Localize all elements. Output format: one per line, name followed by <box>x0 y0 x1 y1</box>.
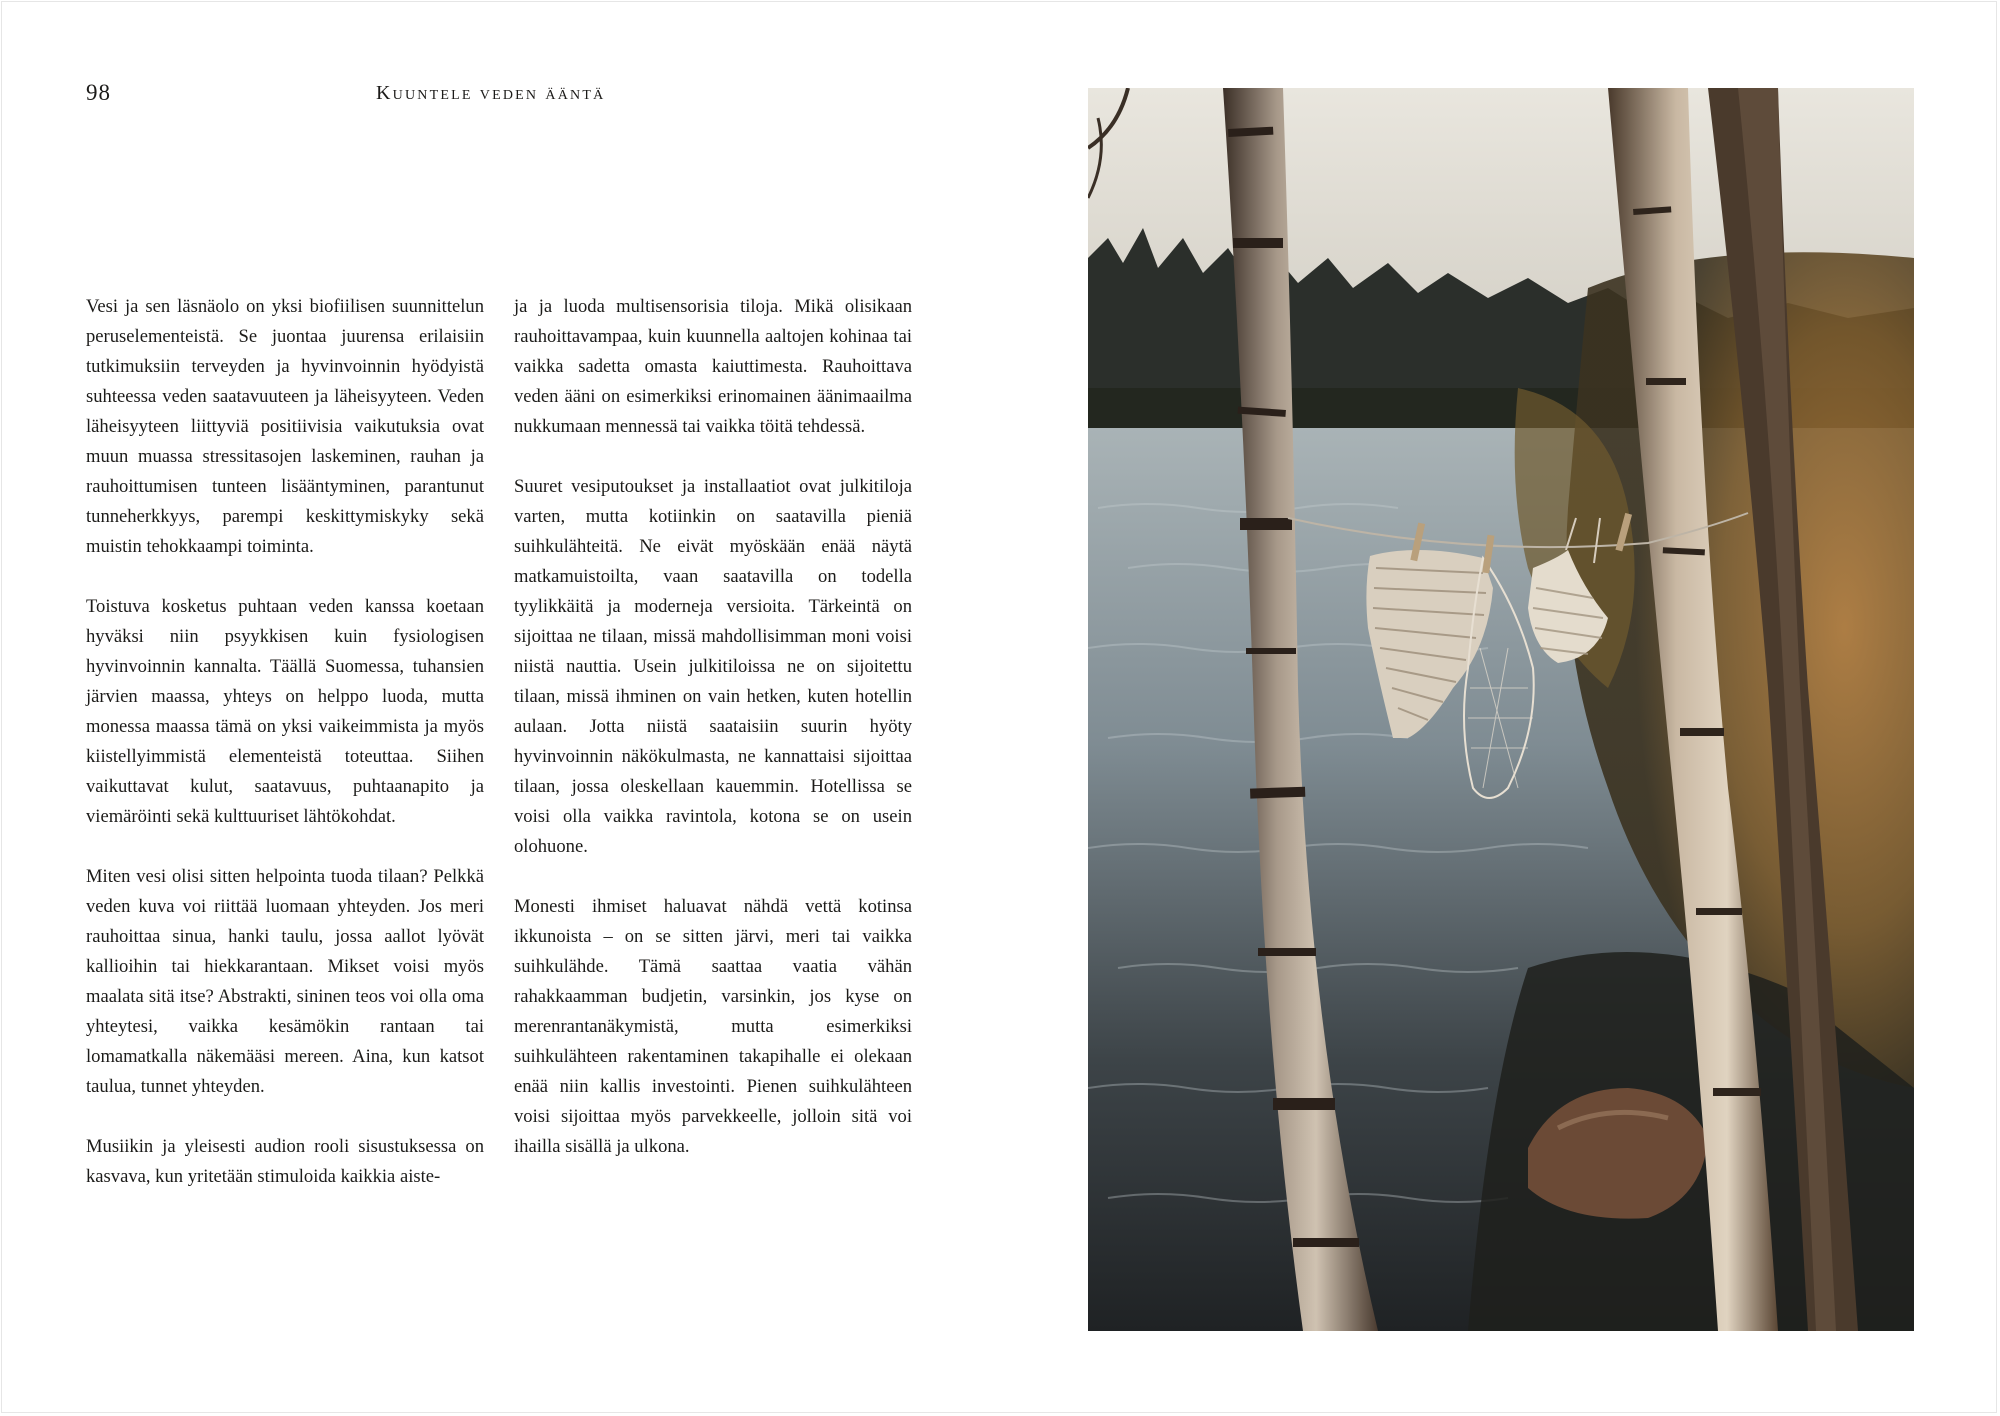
paragraph: ja ja luoda multisensorisia tiloja. Mikä olisikaan rauhoittavampaa, kuin kuunnella aaltojen kohinaa tai vaikka sadetta omasta kaiuttimesta. Rauhoittava veden ääni on esimerkiksi erinomainen äänimaailma nukkumaan mennessä tai vaikka töitä tehdessä. <box>514 296 912 437</box>
paragraph: Suuret vesiputoukset ja installaatiot ovat julkitiloja varten, mutta kotiinkin on saatavilla pieniä suihkulähteitä. Ne eivät myöskään enää näytä matkamuistoilta, vaan saatavilla on todella tyylikkäitä ja moderneja versioita. Tärkeintä on sijoittaa ne tilaan, missä mahdollisimman moni voisi niistä nauttia. Usein julkitiloissa ne on sijoitettu tilaan, missä ihminen on vain hetken, kuten hotellin aulaan. Jotta niistä saataisiin suurin hyöty hyvinvoinnin näkökulmasta, ne kannattaisi sijoittaa tilaan, jossa oleskellaan kauemmin. Hotellissa se voisi olla vaikka ravintola, kotona se on usein olohuone. <box>514 476 912 857</box>
paragraph: Monesti ihmiset haluavat nähdä vettä kotinsa ikkunoista – on se sitten järvi, meri tai vaikka suihkulähde. Tämä saattaa vaatia vähän rahakkaamman budjetin, varsinkin, jos kyse on merenrantanäkymistä, mutta esimerkiksi suihkulähteen rakentaminen takapihalle ei olekaan enää niin kallis investointi. Pienen suihkulähteen voisi sijoittaa myös parvekkeelle, jolloin sitä voi ihailla sisällä ja ulkona. <box>514 896 912 1157</box>
text-column-left <box>86 292 484 1222</box>
paragraph: Toistuva kosketus puhtaan veden kanssa koetaan hyväksi niin psyykkisen kuin fysiologisen hyvinvoinnin kannalta. Täällä Suomessa, tuhansien järvien maassa, yhteys on helppo luoda, mutta monessa maassa tämä on yksi vaikeimmista ja myös kiistellyimmistä elementeistä toteuttaa. Siihen vaikuttavat kulut, saatavuus, puhtaanapito ja viemäröinti sekä kulttuuriset lähtökohdat. <box>86 596 484 827</box>
paragraph: Vesi ja sen läsnäolo on yksi biofiilisen suunnittelun peruselementeistä. Se juontaa juurensa erilaisiin tutkimuksiin terveyden ja hyvinvoinnin hyödyistä suhteessa veden saatavuuteen ja läheisyyteen. Veden läheisyyteen liittyviä positiivisia vaikutuksia ovat muun muassa stressitasojen laskeminen, rauhan ja rauhoittumisen tunteen lisääntyminen, parantunut tunneherkkyys, parempi keskittymiskyky sekä muistin tehokkaampi toiminta. <box>86 296 484 557</box>
paragraph: Musiikin ja yleisesti audion rooli sisustuksessa on kasvava, kun yritetään stimuloida kaikkia aiste- <box>86 1136 484 1187</box>
paragraph: Miten vesi olisi sitten helpointa tuoda tilaan? Pelkkä veden kuva voi riittää luomaan yhteyden. Jos meri rauhoittaa sinua, hanki taulu, jossa aallot lyövät kallioihin tai hiekkarantaan. Mikset voisi myös maalata sitä itse? Abstrakti, sininen teos voi olla oma yhteytesi, vaikka kesämökin rantaan tai lomamatkalla näkemääsi mereen. Aina, kun katsot taulua, tunnet yhteyden. <box>86 866 484 1097</box>
text-column-right <box>514 292 912 1192</box>
lake-photo <box>1088 88 1914 1331</box>
page-number: 98 <box>86 80 111 105</box>
photo-lake-birches-swimsuits-icon <box>1088 88 1914 1331</box>
running-head: Kuuntele veden ääntä <box>376 82 606 104</box>
